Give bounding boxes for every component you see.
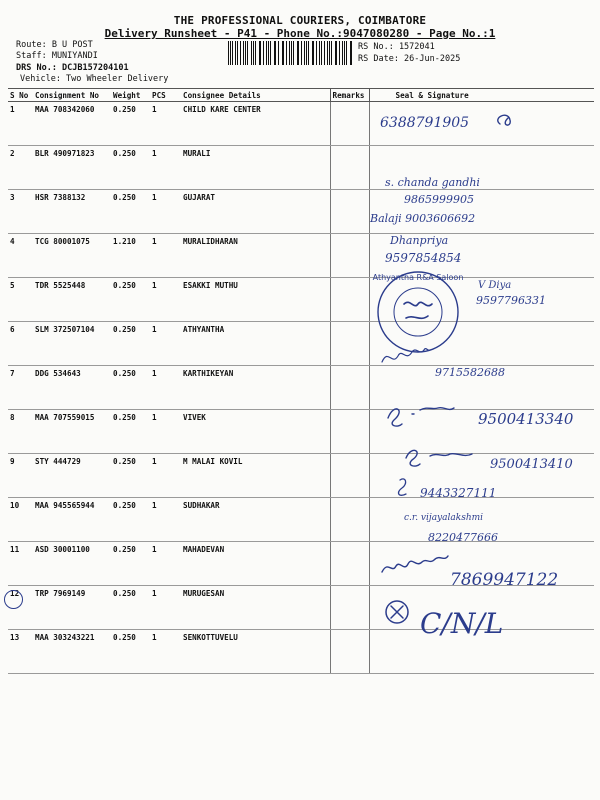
barcode [228, 41, 354, 65]
cell-pcs: 1 [150, 498, 177, 542]
barcode-bar [321, 41, 322, 65]
cell-sno: 13 [8, 630, 33, 674]
cell-sno: 6 [8, 322, 33, 366]
table-row [8, 278, 594, 322]
rs-date: RS Date: 26-Jun-2025 [358, 54, 461, 64]
barcode-bar [274, 41, 275, 65]
table-row [8, 454, 594, 498]
seal-stamp-text: Athyantha R&A Saloon [372, 273, 464, 282]
hw-row5-phone: 9597796331 [476, 294, 546, 307]
vehicle-label: Vehicle: Two Wheeler Delivery [20, 74, 169, 84]
cell-weight: 0.250 [111, 322, 150, 366]
barcode-bar [304, 41, 305, 65]
barcode-bar [291, 41, 292, 65]
cell-sno: 2 [8, 146, 33, 190]
barcode-bar [298, 41, 299, 65]
cell-remarks [330, 630, 369, 674]
cell-sno: 5 [8, 278, 33, 322]
cell-sno: 12 [8, 586, 33, 630]
cell-remarks [330, 586, 369, 630]
cell-weight: 0.250 [111, 190, 150, 234]
hw-row11-phone: 8220477666 [428, 531, 498, 544]
cell-pcs: 1 [150, 146, 177, 190]
cell-seal-signature [369, 630, 594, 674]
cell-seal-signature [369, 234, 594, 278]
cell-consignment-no: TCG 80001075 [33, 234, 111, 278]
cell-consignment-no: MAA 303243221 [33, 630, 111, 674]
cell-pcs: 1 [150, 234, 177, 278]
table-row [8, 542, 594, 586]
cell-weight: 0.250 [111, 454, 150, 498]
cell-pcs: 1 [150, 366, 177, 410]
hw-row7-phone: 9715582688 [435, 366, 505, 379]
barcode-bar [342, 41, 343, 65]
cell-sno: 10 [8, 498, 33, 542]
hw-row4-name: Dhanpriya [390, 234, 449, 247]
cell-consignment-no: BLR 490971823 [33, 146, 111, 190]
cell-consignee: ESAKKI MUTHU [177, 278, 330, 322]
col-header-seal: Seal & Signature [369, 89, 594, 102]
staff-label: Staff: MUNIYANDI [16, 51, 98, 61]
table-row [8, 498, 594, 542]
cell-pcs: 1 [150, 190, 177, 234]
route-label: Route: B U POST [16, 40, 93, 50]
cell-remarks [330, 498, 369, 542]
hw-row3-extra: Balaji 9003606692 [370, 212, 476, 225]
hw-row8: 9500413340 [478, 410, 574, 428]
cell-consignee: VIVEK [177, 410, 330, 454]
cell-weight: 0.250 [111, 278, 150, 322]
cell-sno: 4 [8, 234, 33, 278]
cell-sno: 1 [8, 102, 33, 146]
company-title: THE PROFESSIONAL COURIERS, COIMBATORE [173, 14, 427, 27]
cell-consignment-no: MAA 707559015 [33, 410, 111, 454]
cell-consignee: MURALIDHARAN [177, 234, 330, 278]
hw-row3-name: s. chanda gandhi [385, 176, 480, 189]
cell-seal-signature [369, 102, 594, 146]
hw-row13: C/N/L [420, 607, 504, 640]
cell-seal-signature [369, 498, 594, 542]
table-row [8, 366, 594, 410]
cell-remarks [330, 454, 369, 498]
cell-consignee: CHILD KARE CENTER [177, 102, 330, 146]
cell-remarks [330, 322, 369, 366]
cell-weight: 0.250 [111, 366, 150, 410]
barcode-bar [237, 41, 238, 65]
cell-seal-signature [369, 586, 594, 630]
cell-seal-signature [369, 146, 594, 190]
cell-pcs: 1 [150, 102, 177, 146]
table-header-row [8, 89, 594, 102]
cell-weight: 1.210 [111, 234, 150, 278]
cell-remarks [330, 190, 369, 234]
cell-consignee: M MALAI KOVIL [177, 454, 330, 498]
cell-weight: 0.250 [111, 410, 150, 454]
cell-sno: 7 [8, 366, 33, 410]
cell-remarks [330, 278, 369, 322]
cell-remarks [330, 366, 369, 410]
runsheet-table [8, 88, 594, 674]
barcode-bar [235, 41, 236, 65]
barcode-bar [336, 41, 337, 65]
rs-number: RS No.: 1572041 [358, 42, 435, 52]
col-header-sno: S No [8, 89, 33, 102]
table-row [8, 102, 594, 146]
barcode-bar [312, 41, 313, 65]
cell-weight: 0.250 [111, 630, 150, 674]
cell-sno: 8 [8, 410, 33, 454]
cell-pcs: 1 [150, 278, 177, 322]
cell-pcs: 1 [150, 454, 177, 498]
cell-consignment-no: ASD 30001100 [33, 542, 111, 586]
cell-seal-signature [369, 454, 594, 498]
cell-weight: 0.250 [111, 102, 150, 146]
hw-row1: 6388791905 [380, 115, 470, 131]
cell-seal-signature [369, 322, 594, 366]
cell-consignee: SUDHAKAR [177, 498, 330, 542]
cell-consignee: MURUGESAN [177, 586, 330, 630]
cell-consignee: SENKOTTUVELU [177, 630, 330, 674]
barcode-bar [228, 41, 229, 65]
cell-seal-signature [369, 278, 594, 322]
cell-consignment-no: MAA 945565944 [33, 498, 111, 542]
col-header-consignee: Consignee Details [177, 89, 330, 102]
cell-consignee: GUJARAT [177, 190, 330, 234]
cell-remarks [330, 102, 369, 146]
barcode-bar [251, 41, 252, 65]
hw-row3-phone: 9865999905 [404, 193, 474, 206]
table-row [8, 630, 594, 674]
barcode-bar [255, 41, 256, 65]
cell-seal-signature [369, 410, 594, 454]
cell-consignment-no: TRP 7969149 [33, 586, 111, 630]
row-13-circle-mark [4, 590, 23, 609]
cell-consignee: MAHADEVAN [177, 542, 330, 586]
col-header-remarks: Remarks [330, 89, 369, 102]
cell-weight: 0.250 [111, 542, 150, 586]
cell-pcs: 1 [150, 542, 177, 586]
hw-row11-name: c.r. vijayalakshmi [404, 513, 484, 523]
cell-seal-signature [369, 542, 594, 586]
hw-row4-phone: 9597854854 [385, 251, 462, 265]
cell-weight: 0.250 [111, 146, 150, 190]
cell-remarks [330, 410, 369, 454]
cell-consignment-no: SLM 372507104 [33, 322, 111, 366]
cell-pcs: 1 [150, 322, 177, 366]
cell-remarks [330, 146, 369, 190]
barcode-bar [270, 41, 271, 65]
cell-pcs: 1 [150, 630, 177, 674]
table-row [8, 410, 594, 454]
hw-row10: 9443327111 [420, 486, 497, 500]
barcode-bar [319, 41, 320, 65]
hw-row9: 9500413410 [490, 457, 573, 472]
cell-weight: 0.250 [111, 586, 150, 630]
cell-consignment-no: HSR 7388132 [33, 190, 111, 234]
cell-consignment-no: TDR 5525448 [33, 278, 111, 322]
cell-consignee: ATHYANTHA [177, 322, 330, 366]
table-row [8, 586, 594, 630]
col-header-pcs: PCS [150, 89, 177, 102]
cell-remarks [330, 234, 369, 278]
drs-number: DRS No.: DCJB157204101 [16, 63, 129, 73]
cell-weight: 0.250 [111, 498, 150, 542]
barcode-bar [286, 41, 287, 65]
table-row [8, 190, 594, 234]
cell-seal-signature [369, 190, 594, 234]
barcode-bar [350, 41, 351, 65]
cell-pcs: 1 [150, 586, 177, 630]
barcode-bar [329, 41, 330, 65]
cell-consignee: KARTHIKEYAN [177, 366, 330, 410]
table-row [8, 322, 594, 366]
barcode-bar [247, 41, 248, 65]
cell-consignee: MURALI [177, 146, 330, 190]
hw-row5-name: V Diya [478, 280, 512, 291]
cell-consignment-no: STY 444729 [33, 454, 111, 498]
cell-pcs: 1 [150, 410, 177, 454]
col-header-weight: Weight [111, 89, 150, 102]
barcode-bar [263, 41, 264, 65]
barcode-bar [278, 41, 279, 65]
cell-sno: 9 [8, 454, 33, 498]
cell-consignment-no: DDG 534643 [33, 366, 111, 410]
cell-remarks [330, 542, 369, 586]
cell-sno: 3 [8, 190, 33, 234]
runsheet-heading: Delivery Runsheet - P41 - Phone No.:9047080280 - Page No.:1 [104, 27, 496, 40]
col-header-consignment: Consignment No [33, 89, 111, 102]
hw-row12: 7869947122 [450, 570, 559, 590]
cell-sno: 11 [8, 542, 33, 586]
cell-seal-signature [369, 366, 594, 410]
table-row [8, 234, 594, 278]
cell-consignment-no: MAA 708342060 [33, 102, 111, 146]
table-row [8, 146, 594, 190]
